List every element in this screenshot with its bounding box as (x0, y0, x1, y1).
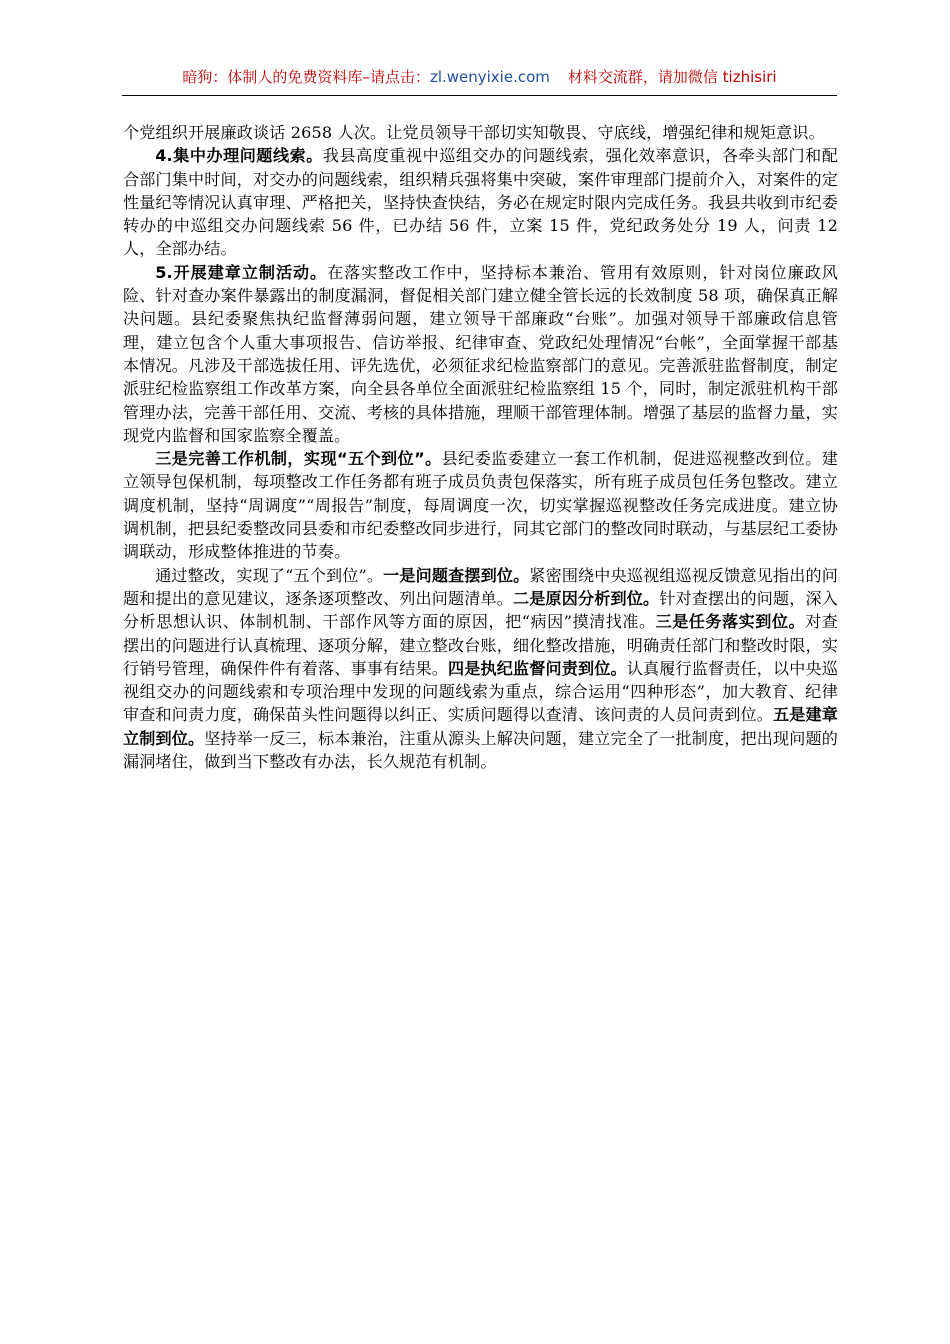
item-heading: 三是任务落实到位。 (655, 612, 806, 632)
paragraph-heading: 5.开展建章立制活动。 (155, 262, 328, 282)
item-heading: 二是原因分析到位。 (513, 588, 660, 608)
item-heading: 四是执纪监督问责到位。 (448, 658, 627, 678)
site-url-link[interactable]: zl.wenyixie.com (429, 68, 550, 86)
item-text: 坚持举一反三，标本兼治，注重从源头上解决问题，建立完全了一批制度，把出现问题的漏洞堵住，做到当下整改有办法，长久规范有机制。 (123, 728, 838, 772)
item-text: 认真履行监督责任，以中央巡视组交办的问题线索和专项治理中发现的问题线索为重点，综合运用“四种形态”，加大教育、纪律审查和问责力度，确保苗头性问题得以纠正、实质问题得以查清、该问责的人员问责到位。 (123, 658, 838, 725)
paragraph-heading: 三是完善工作机制，实现“五个到位”。 (155, 449, 442, 469)
click-prompt: –请点击： (362, 68, 430, 86)
document-body (123, 121, 838, 773)
item-text: 针对查摆出的问题，深入分析思想认识、体制机制、干部作风等方面的原因，把“病因”摸清找准。 (123, 588, 838, 632)
paragraph-text: 个党组织开展廉政谈话 2658 人次。让党员领导干部切实知敬畏、守底线，增强纪律和规矩意识。 (123, 123, 825, 142)
paragraph-text: 我县高度重视中巡组交办的问题线索，强化效率意识，各牵头部门和配合部门集中时间，对交办的问题线索，组织精兵强将集中突破，案件审理部门提前介入，对案件的定性量纪等情况认真审理、严格把关，坚持快查快结，务必在规定时限内完成任务。我县共收到市纪委转办的中巡组交办问题线索 56 件，已办结 56 件，立案 15 件，党纪政务处分 19 人，问责 12 人，全部办结。 (123, 146, 838, 259)
item-text: 紧密围绕中央巡视组巡视反馈意见指出的问题和提出的意见建议，逐条逐项整改、列出问题清单。 (123, 565, 838, 608)
item-text: 对查摆出的问题进行认真梳理、逐项分解，建立整改台账，细化整改措施，明确责任部门和整改时限，实行销号管理，确保件件有着落、事事有结果。 (123, 612, 838, 678)
item-heading: 五是建章立制到位。 (123, 705, 838, 748)
paragraph-five-in-place (123, 564, 838, 774)
paragraph-clue-handling (123, 144, 838, 260)
page-header (122, 66, 837, 88)
paragraph-text: 在落实整改工作中，坚持标本兼治、管用有效原则，针对岗位廉政风险、针对查办案件暴露出的制度漏洞，督促相关部门建立健全管长远的长效制度 58 项，确保真正解决问题。县纪委聚焦执纪监督薄弱问题，建立领导干部廉政“台账”。加强对领导干部廉政信息管理，建立包含个人重大事项报告、信访举报、纪律审查、党政纪处理情况“台帐”，全面掌握干部基本情况。凡涉及干部选拔任用、评先选优，必须征求纪检监察部门的意见。完善派驻监督制度，制定派驻纪检监察组工作改革方案，向全县各单位全面派驻纪检监察组 15 个，同时，制定派驻机构干部管理办法，完善干部任用、交流、考核的具体措施，理顺干部管理体制。增强了基层的监督力量，实现党内监督和国家监察全覆盖。 (123, 262, 838, 445)
paragraph-continued (123, 121, 838, 144)
paragraph-text: 县纪委监委建立一套工作机制，促进巡视整改到位。建立领导包保机制，每项整改工作任务都有班子成员负责包保落实，所有班子成员包任务包整改。建立调度机制，坚持“周调度”“周报告”制度，每周调度一次，切实掌握巡视整改任务完成进度。建立协调机制，把县纪委整改同县委和市纪委整改同步进行，同其它部门的整改同时联动，与基层纪工委协调联动，形成整体推进的节奏。 (123, 449, 838, 562)
header-divider (122, 95, 837, 96)
site-name: 暗狗：体制人的免费资料库 (182, 68, 363, 86)
paragraph-heading: 4.集中办理问题线索。 (155, 146, 323, 166)
paragraph-institution-building (123, 261, 838, 447)
paragraph-work-mechanism (123, 447, 838, 563)
wechat-group-note: 材料交流群，请加微信 tizhisiri (567, 68, 777, 86)
paragraph-intro: 通过整改，实现了“五个到位”。 (155, 565, 384, 585)
item-heading: 一是问题查摆到位。 (383, 565, 530, 585)
